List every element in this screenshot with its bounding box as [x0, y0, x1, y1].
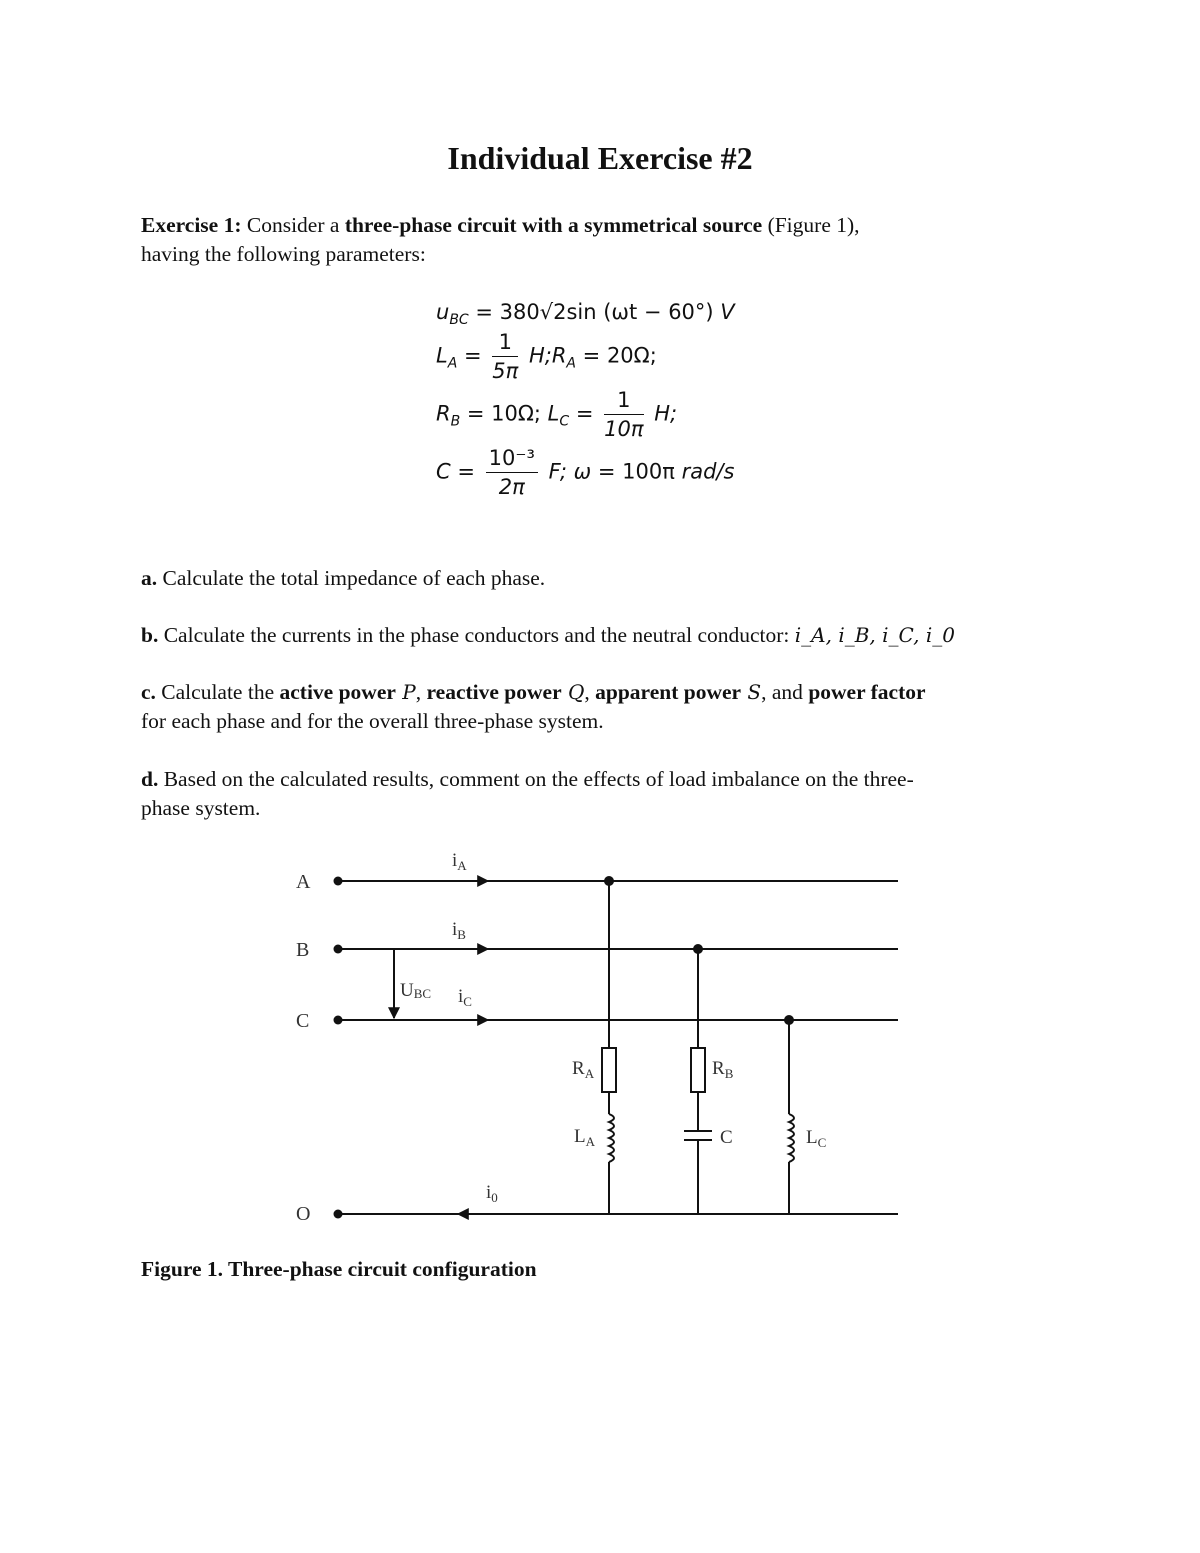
eq3-l: L [547, 401, 560, 426]
label-c: C [720, 1127, 733, 1148]
eq3-lhs-sub: B [450, 413, 461, 430]
resistor-rb [691, 1048, 705, 1092]
eq4-denominator: 2π [498, 475, 525, 499]
eq1-lhs-sub: BC [449, 312, 469, 329]
label-ra: $R_A$ [572, 1058, 595, 1081]
question-c-m1: P [395, 680, 416, 704]
eq1-lhs: u [436, 300, 450, 324]
question-d-text: Based on the calculated results, comment on the effects of load imbalance on the three- [158, 767, 914, 791]
eq3-equals: = [569, 401, 594, 426]
question-c-b2: reactive power [426, 680, 562, 704]
eq3-lhs: R [436, 401, 451, 426]
terminal-o [334, 1210, 343, 1219]
question-c-b4: power factor [808, 680, 926, 704]
eq3-numerator: 1 [604, 388, 643, 415]
figure-caption: Figure 1. Three-phase circuit configuration [141, 1257, 537, 1281]
question-c-m3: S [741, 680, 762, 704]
question-c-m2: Q [561, 680, 585, 704]
eq2-henry: H; [528, 343, 552, 368]
eq2-denominator: 5π [492, 359, 519, 383]
junction-a [604, 876, 614, 886]
eq2-r-value: = 20Ω; [576, 343, 657, 368]
eq4-equals: = [450, 459, 475, 484]
junction-b [693, 944, 703, 954]
node-label-c: C [296, 1010, 310, 1032]
eq2-equals: = [457, 343, 482, 368]
label-rb: $R_B$ [712, 1058, 734, 1081]
question-c-line-2: for each phase and for the overall three-phase system. [141, 709, 604, 733]
label-la: $L_A$ [574, 1126, 595, 1149]
eq2-lhs: L [436, 343, 448, 368]
label-lc: $L_C$ [806, 1127, 827, 1150]
eq4-rest: = 100π [591, 459, 682, 484]
eq2-r-sub: A [566, 355, 576, 372]
inductor-lc [789, 1114, 794, 1162]
eq3-denominator: 10π [604, 417, 644, 441]
eq3-mid: = 10Ω; [460, 401, 548, 426]
eq1-unit: V [720, 300, 735, 324]
eq4-numerator: 10⁻³ [486, 446, 538, 473]
question-a-text: Calculate the total impedance of each phase. [157, 566, 546, 590]
intro-line-2: having the following parameters: [141, 242, 426, 266]
eq3-henry: H; [654, 401, 678, 426]
eq4-farad-omega: F; ω [548, 459, 592, 484]
question-d-label: d. [141, 767, 159, 791]
current-label-io: $i_0$ [486, 1182, 498, 1205]
eq2-numerator: 1 [492, 330, 518, 357]
intro-text-1: Consider a [241, 213, 345, 237]
question-c-t1: Calculate the [155, 680, 280, 704]
intro-bold: three-phase circuit with a symmetrical source [344, 213, 763, 237]
junction-c [784, 1015, 794, 1025]
question-c-t3: , [584, 680, 596, 704]
eq4-lhs: C [436, 459, 451, 484]
node-label-a: A [296, 871, 311, 893]
inductor-la [609, 1114, 614, 1162]
question-b-label: b. [141, 623, 159, 647]
question-a-label: a. [141, 566, 158, 590]
voltage-label-ubc: UBC [400, 980, 432, 1001]
question-b-math: i_A, i_B, i_C, i_0 [794, 623, 955, 647]
eq2-lhs-sub: A [447, 355, 458, 372]
node-label-b: B [296, 939, 310, 961]
terminal-c [334, 1016, 343, 1025]
question-c-label: c. [141, 680, 156, 704]
exercise-label: Exercise 1: [141, 213, 242, 237]
resistor-ra [602, 1048, 616, 1092]
page-title: Individual Exercise #2 [447, 140, 753, 176]
current-label-ia: $i_A$ [452, 850, 467, 873]
intro-text-2: (Figure 1), [762, 213, 860, 237]
current-label-ib: $i_B$ [452, 919, 466, 942]
question-c-t2: , [415, 680, 427, 704]
question-c-b1: active power [279, 680, 396, 704]
question-c-t4: , and [761, 680, 809, 704]
terminal-a [334, 877, 343, 886]
eq3-l-sub: C [559, 413, 570, 430]
question-b-text: Calculate the currents in the phase conductors and the neutral conductor: [158, 623, 795, 647]
current-label-ic: $i_C$ [458, 986, 472, 1009]
terminal-b [334, 945, 343, 954]
question-d-line-2: phase system. [141, 796, 261, 820]
eq4-unit: rad/s [681, 459, 735, 484]
question-c-b3: apparent power [595, 680, 742, 704]
eq1-rhs: = 380√2sin (ωt − 60°) [468, 300, 721, 324]
eq2-r: R [551, 343, 567, 368]
node-label-o: O [296, 1203, 311, 1225]
